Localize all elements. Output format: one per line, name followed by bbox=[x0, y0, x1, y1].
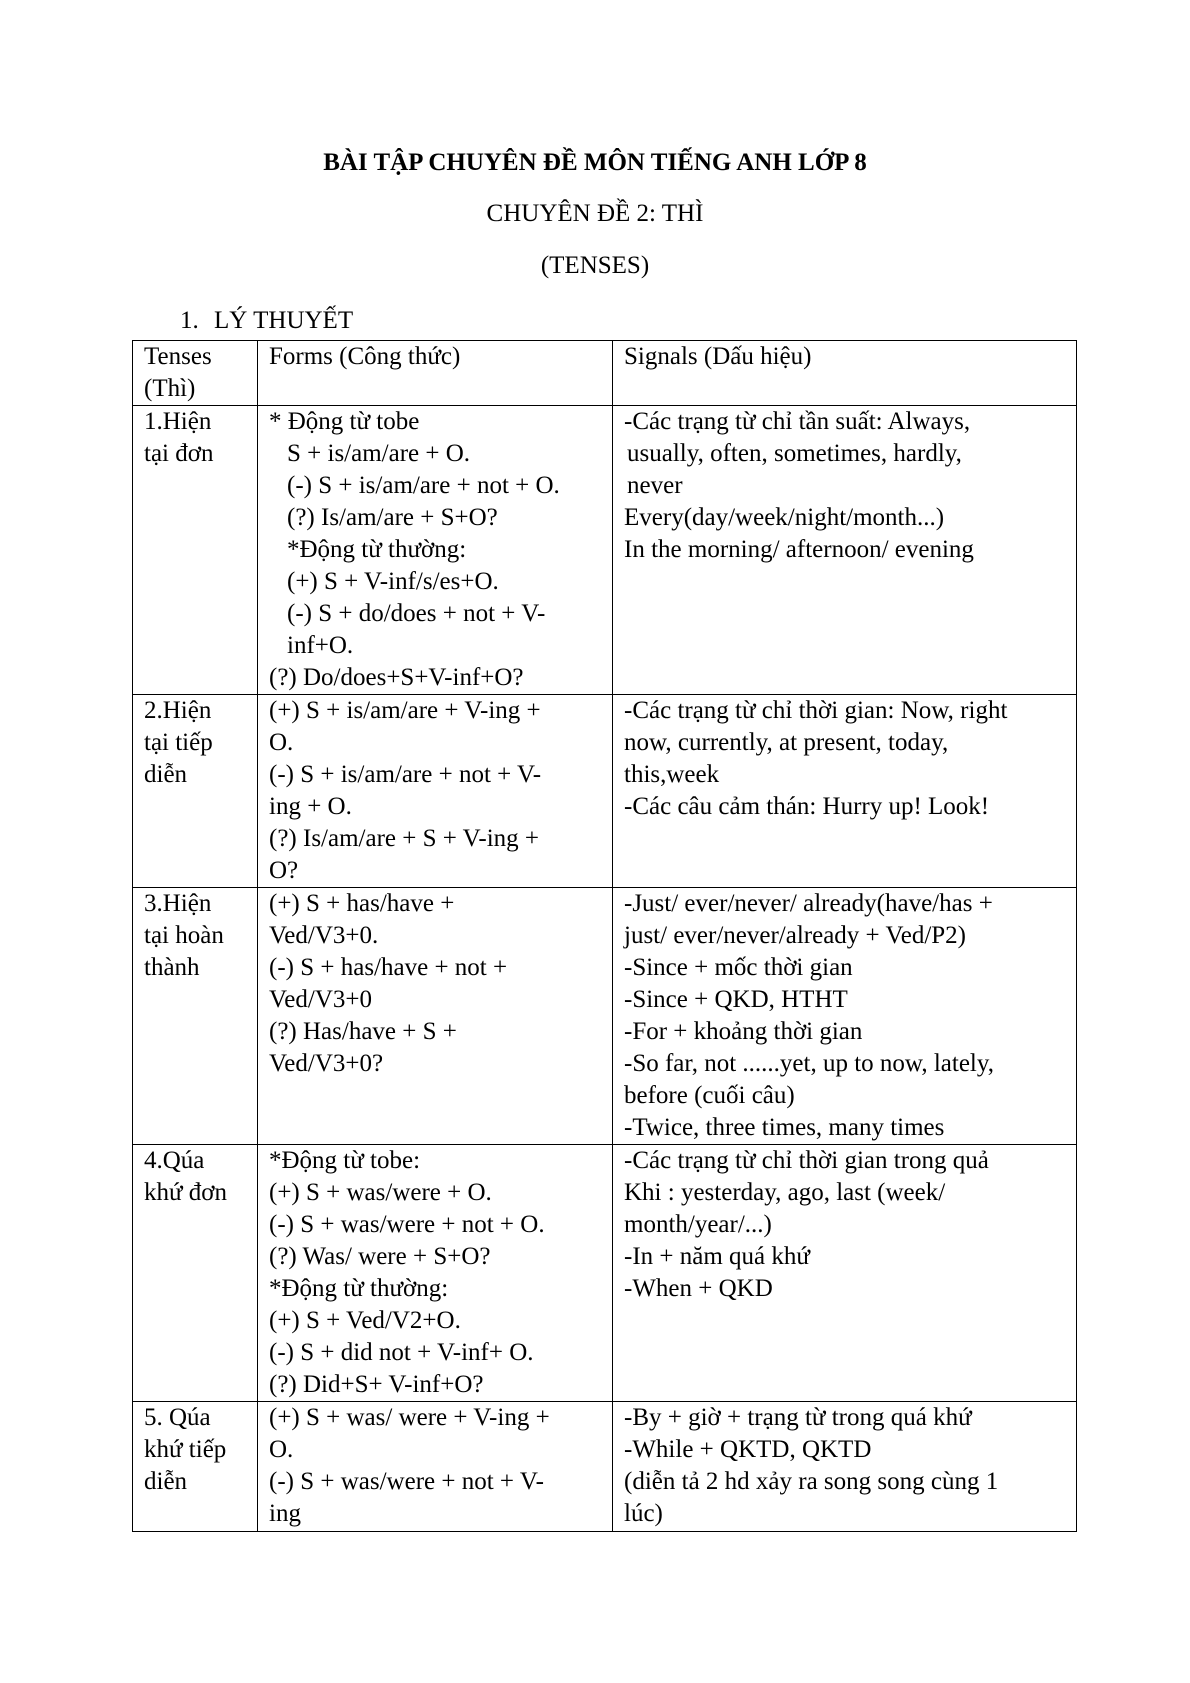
table-row bbox=[133, 406, 1077, 695]
forms-cell: (+) S + was/ were + V-ing + O. (-) S + was/were + not + V- ing bbox=[258, 1402, 613, 1532]
signals-cell: -Just/ ever/never/ already(have/has + just/ ever/never/already + Ved/P2) -Since + mốc thời gian -Since + QKD, HTHT -For + khoảng thời gian -So far, not ......yet, up to now, lately, before (cuối câu) -Twice, three times, many times bbox=[613, 888, 1077, 1145]
signals-cell: -By + giờ + trạng từ trong quá khứ -While + QKTD, QKTD (diễn tả 2 hd xảy ra song song cùng 1 lúc) bbox=[613, 1402, 1077, 1532]
header-forms: Forms (Công thức) bbox=[258, 341, 613, 406]
tenses-table bbox=[132, 340, 1077, 1532]
signals-cell: -Các trạng từ chỉ thời gian trong quả Khi : yesterday, ago, last (week/ month/year/...) -In + năm quá khứ -When + QKD bbox=[613, 1145, 1077, 1402]
tense-cell: 1.Hiện tại đơn bbox=[133, 406, 258, 695]
topic-subtitle: CHUYÊN ĐỀ 2: THÌ bbox=[486, 200, 704, 227]
tense-cell: 4.Qúa khứ đơn bbox=[133, 1145, 258, 1402]
table-row bbox=[133, 888, 1077, 1145]
tense-cell: 5. Qúa khứ tiếp diễn bbox=[133, 1402, 258, 1532]
tense-cell: 3.Hiện tại hoàn thành bbox=[133, 888, 258, 1145]
page-title: BÀI TẬP CHUYÊN ĐỀ MÔN TIẾNG ANH LỚP 8 bbox=[323, 149, 867, 176]
table-row bbox=[133, 695, 1077, 888]
section-label: LÝ THUYẾT bbox=[214, 307, 354, 334]
header-tenses: Tenses (Thì) bbox=[133, 341, 258, 406]
forms-cell: * Động từ tobe S + is/am/are + O. (-) S + is/am/are + not + O. (?) Is/am/are + S+O? *Động từ thường: (+) S + V-inf/s/es+O. (-) S + do/does + not + V- inf+O. (?) Do/does+S+V-inf+O? bbox=[258, 406, 613, 695]
tense-cell: 2.Hiện tại tiếp diễn bbox=[133, 695, 258, 888]
section-number: 1. bbox=[180, 307, 199, 334]
forms-cell: *Động từ tobe: (+) S + was/were + O. (-) S + was/were + not + O. (?) Was/ were + S+O? *Động từ thường: (+) S + Ved/V2+O. (-) S + did not + V-inf+ O. (?) Did+S+ V-inf+O? bbox=[258, 1145, 613, 1402]
forms-cell: (+) S + is/am/are + V-ing + O. (-) S + is/am/are + not + V- ing + O. (?) Is/am/are + S + V-ing + O? bbox=[258, 695, 613, 888]
header-signals: Signals (Dấu hiệu) bbox=[613, 341, 1077, 406]
signals-cell: -Các trạng từ chỉ thời gian: Now, right now, currently, at present, today, this,week -Các câu cảm thán: Hurry up! Look! bbox=[613, 695, 1077, 888]
signals-cell: -Các trạng từ chỉ tần suất: Always, usually, often, sometimes, hardly, never Every(day/week/night/month...) In the morning/ afternoon/ evening bbox=[613, 406, 1077, 695]
forms-cell: (+) S + has/have + Ved/V3+0. (-) S + has/have + not + Ved/V3+0 (?) Has/have + S + Ved/V3+0? bbox=[258, 888, 613, 1145]
topic-subtitle-english: (TENSES) bbox=[540, 252, 650, 279]
section-heading bbox=[180, 305, 353, 337]
table-row bbox=[133, 1402, 1077, 1532]
table-row bbox=[133, 1145, 1077, 1402]
table-header-row bbox=[133, 341, 1077, 406]
